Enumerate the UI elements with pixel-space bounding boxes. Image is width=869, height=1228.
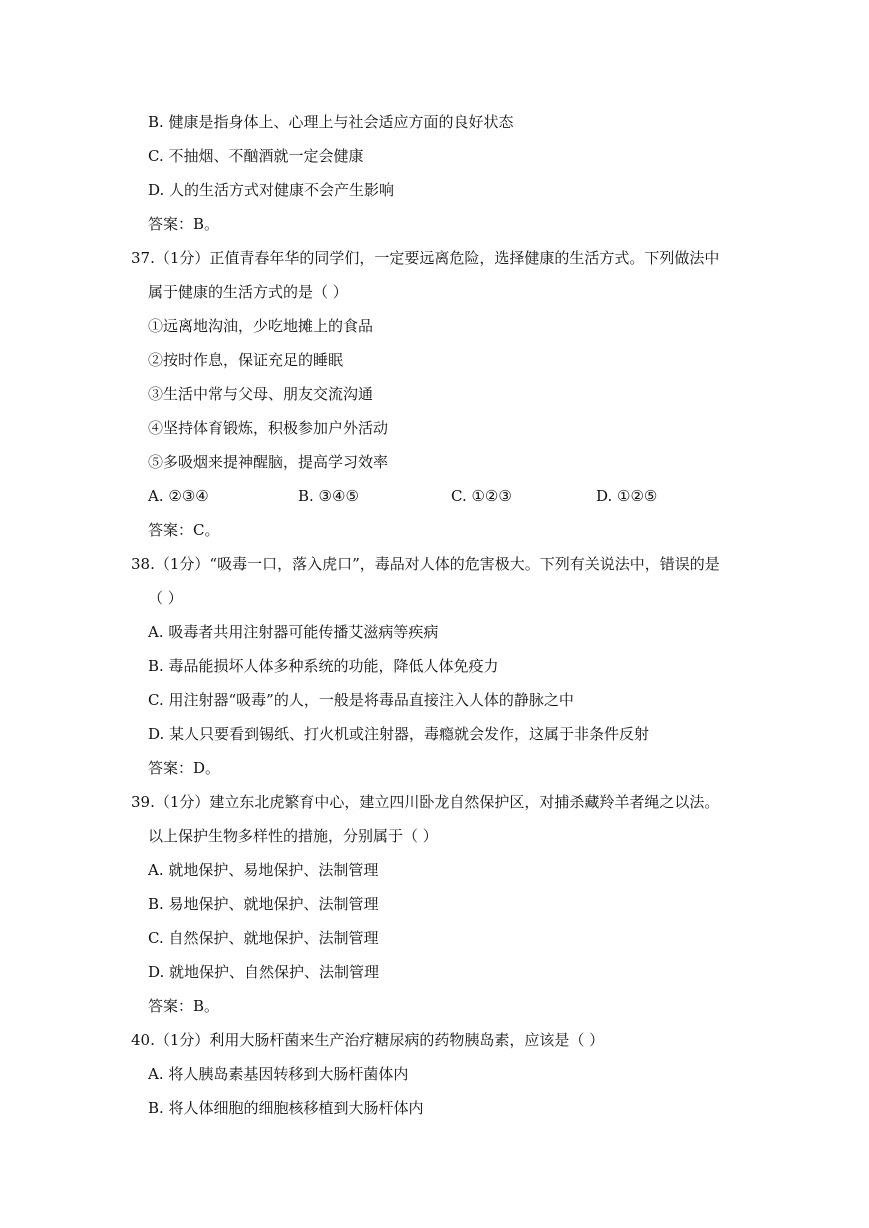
q38-stem-line2: （ ）	[148, 589, 183, 607]
q37-stem-line2: 属于健康的生活方式的是（ ）	[148, 283, 348, 301]
q36-option-b: B. 健康是指身体上、心理上与社会适应方面的良好状态	[148, 113, 514, 131]
q36-option-d: D. 人的生活方式对健康不会产生影响	[148, 181, 395, 199]
q37-options-row	[148, 486, 708, 506]
q36-option-c: C. 不抽烟、不酗酒就一定会健康	[148, 147, 364, 165]
q38-answer: 答案：D。	[148, 759, 221, 777]
q36-answer: 答案：B。	[148, 215, 220, 233]
q37-stem-line1: 37.（1分）正值青春年华的同学们，一定要远离危险，选择健康的生活方式。下列做法中	[131, 249, 720, 267]
q37-item-3: ③生活中常与父母、朋友交流沟通	[148, 385, 374, 403]
q40-option-b: B. 将人体细胞的细胞核移植到大肠杆体内	[148, 1099, 424, 1117]
q39-option-d: D. 就地保护、自然保护、法制管理	[148, 963, 380, 981]
q39-option-a: A. 就地保护、易地保护、法制管理	[148, 861, 379, 879]
q40-stem-line1: 40.（1分）利用大肠杆菌来生产治疗糖尿病的药物胰岛素，应该是（ ）	[131, 1031, 605, 1049]
q37-option-a: A. ②③④	[148, 487, 209, 505]
q38-option-b: B. 毒品能损坏人体多种系统的功能，降低人体免疫力	[148, 657, 499, 675]
q37-option-d: D. ①②⑤	[596, 487, 658, 505]
q39-stem-line2: 以上保护生物多样性的措施，分别属于（ ）	[148, 827, 438, 845]
q37-item-1: ①远离地沟油，少吃地摊上的食品	[148, 317, 374, 335]
q37-option-b: B. ③④⑤	[298, 487, 359, 505]
q39-answer: 答案：B。	[148, 997, 220, 1015]
q37-item-2: ②按时作息，保证充足的睡眠	[148, 351, 344, 369]
q37-answer: 答案：C。	[148, 521, 220, 539]
q37-item-4: ④坚持体育锻炼，积极参加户外活动	[148, 419, 389, 437]
q39-option-b: B. 易地保护、就地保护、法制管理	[148, 895, 379, 913]
q38-stem-line1: 38.（1分）“吸毒一口，落入虎口”，毒品对人体的危害极大。下列有关说法中，错误的是	[131, 555, 720, 573]
q38-option-d: D. 某人只要看到锡纸、打火机或注射器，毒瘾就会发作，这属于非条件反射	[148, 725, 650, 743]
q39-option-c: C. 自然保护、就地保护、法制管理	[148, 929, 379, 947]
q37-item-5: ⑤多吸烟来提神醒脑，提高学习效率	[148, 453, 389, 471]
q38-option-a: A. 吸毒者共用注射器可能传播艾滋病等疾病	[148, 623, 439, 641]
q40-option-a: A. 将人胰岛素基因转移到大肠杆菌体内	[148, 1065, 409, 1083]
q39-stem-line1: 39.（1分）建立东北虎繁育中心，建立四川卧龙自然保护区，对捕杀藏羚羊者绳之以法。	[131, 793, 720, 811]
q38-option-c: C. 用注射器“吸毒”的人，一般是将毒品直接注入人体的静脉之中	[148, 691, 574, 709]
q37-option-c: C. ①②③	[451, 487, 512, 505]
